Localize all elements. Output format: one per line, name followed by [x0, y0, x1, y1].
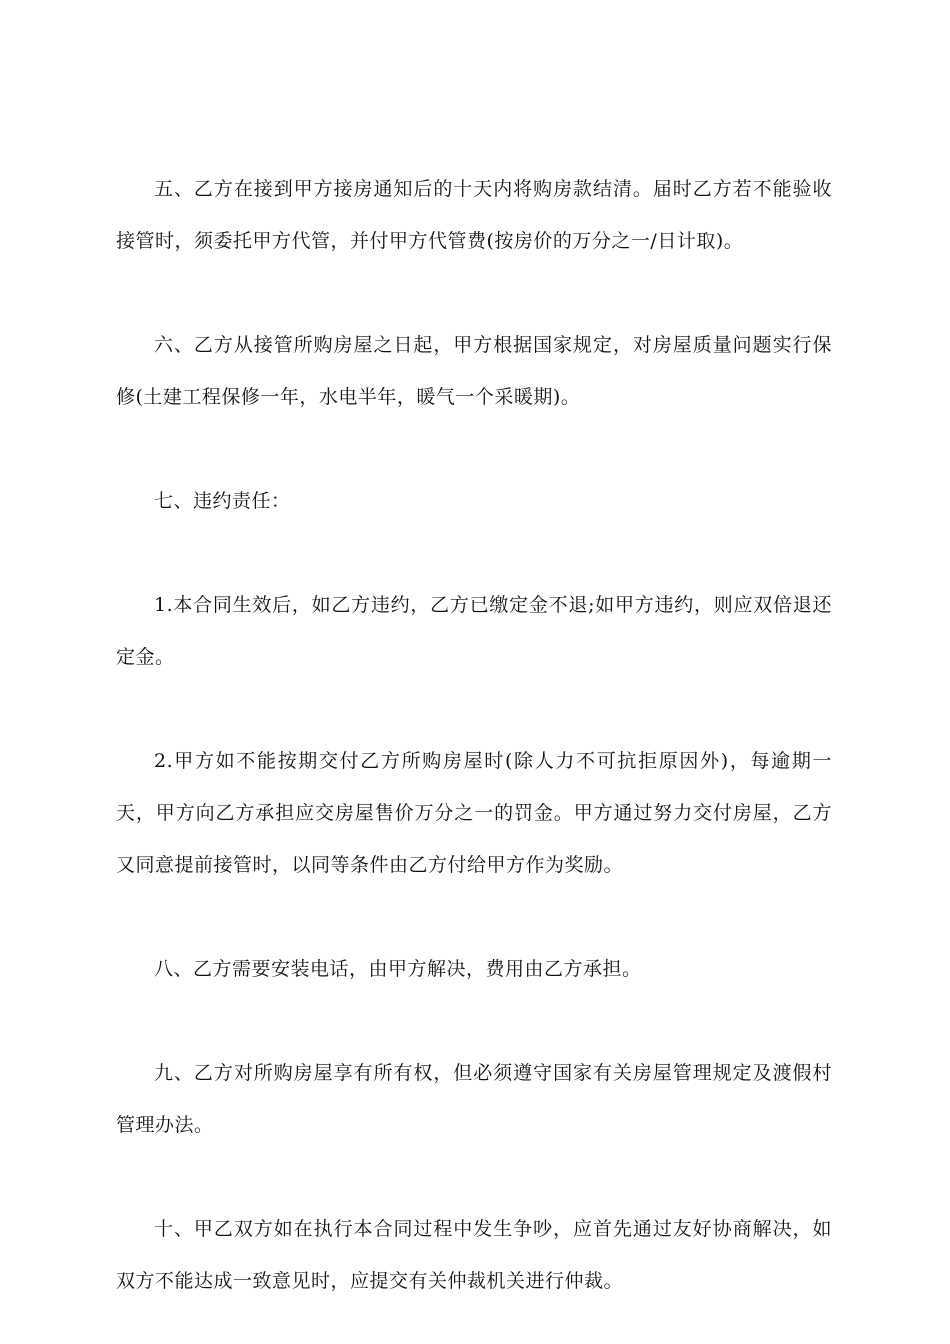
contract-body: [116, 163, 832, 1307]
clause-6-paragraph: 六、乙方从接管所购房屋之日起，甲方根据国家规定，对房屋质量问题实行保修(土建工程保修一年，水电半年，暖气一个采暖期)。: [116, 334, 832, 408]
clause-8-paragraph: 八、乙方需要安装电话，由甲方解决，费用由乙方承担。: [154, 958, 642, 980]
clause-7-item-2: 2.甲方如不能按期交付乙方所购房屋时(除人力不可抗拒原因外)，每逾期一天，甲方向乙方承担应交房屋售价万分之一的罚金。甲方通过努力交付房屋，乙方又同意提前接管时，以同等条件由乙方付给甲方作为奖励。: [116, 750, 832, 876]
clause-5-paragraph: 五、乙方在接到甲方接房通知后的十天内将购房款结清。届时乙方若不能验收接管时，须委托甲方代管，并付甲方代管费(按房价的万分之一/日计取)。: [116, 178, 832, 252]
clause-7-heading: 七、违约责任：: [154, 490, 291, 512]
clause-9-paragraph: 九、乙方对所购房屋享有所有权，但必须遵守国家有关房屋管理规定及渡假村管理办法。: [116, 1062, 832, 1136]
clause-7-item-1: 1.本合同生效后，如乙方违约，乙方已缴定金不退;如甲方违约，则应双倍退还定金。: [116, 594, 832, 668]
clause-10-paragraph: 十、甲乙双方如在执行本合同过程中发生争吵，应首先通过友好协商解决，如双方不能达成一致意见时，应提交有关仲裁机关进行仲裁。: [116, 1218, 832, 1292]
